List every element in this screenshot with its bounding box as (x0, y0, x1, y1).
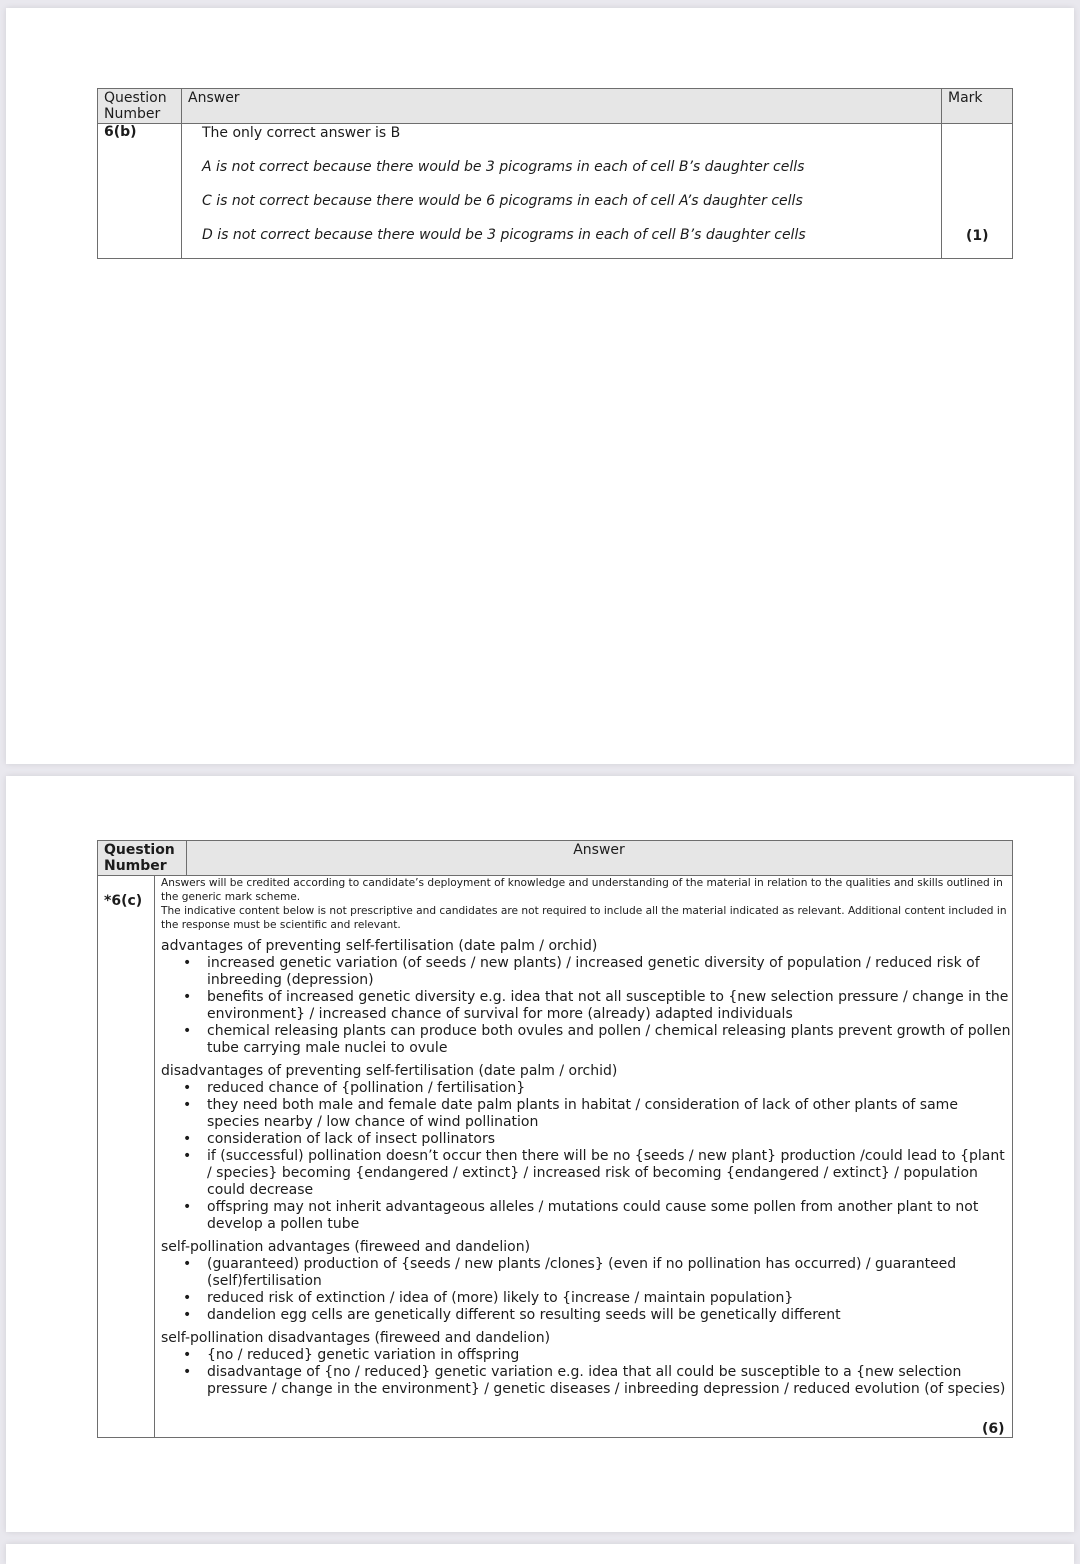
answer-line: A is not correct because there would be 3 picograms in each of cell B’s daughter cells (202, 159, 805, 175)
mark-scheme-table-6c (97, 840, 1013, 1438)
section-disadvantages-preventing-self-fertilisation (161, 1063, 1011, 1233)
column-divider (941, 89, 942, 258)
section-self-pollination-disadvantages (161, 1330, 1011, 1398)
section-title: disadvantages of preventing self-fertilisation (date palm / orchid) (161, 1063, 618, 1079)
list-item: • chemical releasing plants can produce both ovules and pollen / chemical releasing plants prevent growth of pollen tube carrying male nuclei to ovule (161, 1023, 1011, 1057)
list-item: • consideration of lack of insect pollinators (161, 1131, 1011, 1148)
bullet-list (161, 955, 1011, 1057)
list-item: • dandelion egg cells are genetically different so resulting seeds will be genetically different (161, 1307, 1011, 1324)
list-item: • reduced chance of {pollination / fertilisation} (161, 1080, 1011, 1097)
answer-line: The only correct answer is B (202, 125, 401, 141)
header-question-number: Question Number (104, 842, 175, 874)
question-number: 6(b) (104, 124, 137, 140)
list-item: • (guaranteed) production of {seeds / new plants /clones} (even if no pollination has occurred) / guaranteed (self)fertilisation (161, 1256, 1011, 1290)
bullet-list (161, 1080, 1011, 1233)
list-item: • increased genetic variation (of seeds / new plants) / increased genetic diversity of population / reduced risk of inbreeding (depression) (161, 955, 1011, 989)
header-answer: Answer (573, 842, 625, 858)
document-page-2 (6, 776, 1074, 1532)
question-number: *6(c) (104, 893, 143, 909)
header-question-number: Question Number (104, 90, 167, 122)
list-item: • disadvantage of {no / reduced} genetic variation e.g. idea that all could be susceptible to a {new selection pressure / change in the environment} / genetic diseases / inbreeding depression / reduced evolution (of species) (161, 1364, 1011, 1398)
list-item: • {no / reduced} genetic variation in offspring (161, 1347, 1011, 1364)
list-item: • benefits of increased genetic diversity e.g. idea that not all susceptible to {new selection pressure / change in the environment} / increased chance of survival for more (already) adapted individuals (161, 989, 1011, 1023)
header-mark: Mark (948, 90, 983, 106)
header-answer: Answer (188, 90, 240, 106)
mark-value: (6) (982, 1421, 1005, 1437)
list-item: • if (successful) pollination doesn’t occur then there will be no {seeds / new plant} production /could lead to {plant / species} becoming {endangered / extinct} / increased risk of becoming {endangered / extinct} / population could decrease (161, 1148, 1011, 1199)
bullet-list (161, 1256, 1011, 1324)
answer-line: C is not correct because there would be 6 picograms in each of cell A’s daughter cells (202, 193, 803, 209)
column-divider (181, 89, 182, 258)
mark-value: (1) (966, 228, 989, 244)
section-title: advantages of preventing self-fertilisation (date palm / orchid) (161, 938, 598, 954)
answer-line: D is not correct because there would be 3 picograms in each of cell B’s daughter cells (202, 227, 806, 243)
intro-text: Answers will be credited according to candidate’s deployment of knowledge and understanding of the material in relation to the qualities and skills outlined in the generic mark scheme. (161, 877, 1003, 903)
bullet-list (161, 1347, 1011, 1398)
list-item: • offspring may not inherit advantageous alleles / mutations could cause some pollen from another plant to not develop a pollen tube (161, 1199, 1011, 1233)
section-title: self-pollination disadvantages (fireweed and dandelion) (161, 1330, 551, 1346)
section-advantages-preventing-self-fertilisation (161, 938, 1011, 1057)
answer-content (161, 876, 1011, 1398)
document-page-3 (6, 1544, 1074, 1564)
document-page-1 (6, 8, 1074, 764)
list-item: • reduced risk of extinction / idea of (more) likely to {increase / maintain population} (161, 1290, 1011, 1307)
mark-scheme-table-6b (97, 88, 1013, 259)
intro-text: The indicative content below is not prescriptive and candidates are not required to include all the material indicated as relevant. Additional content included in the response must be scientific and relevant. (161, 905, 1007, 931)
column-divider (154, 875, 155, 1437)
section-title: self-pollination advantages (fireweed and dandelion) (161, 1239, 531, 1255)
list-item: • they need both male and female date palm plants in habitat / consideration of lack of other plants of same species nearby / low chance of wind pollination (161, 1097, 1011, 1131)
section-self-pollination-advantages (161, 1239, 1011, 1324)
